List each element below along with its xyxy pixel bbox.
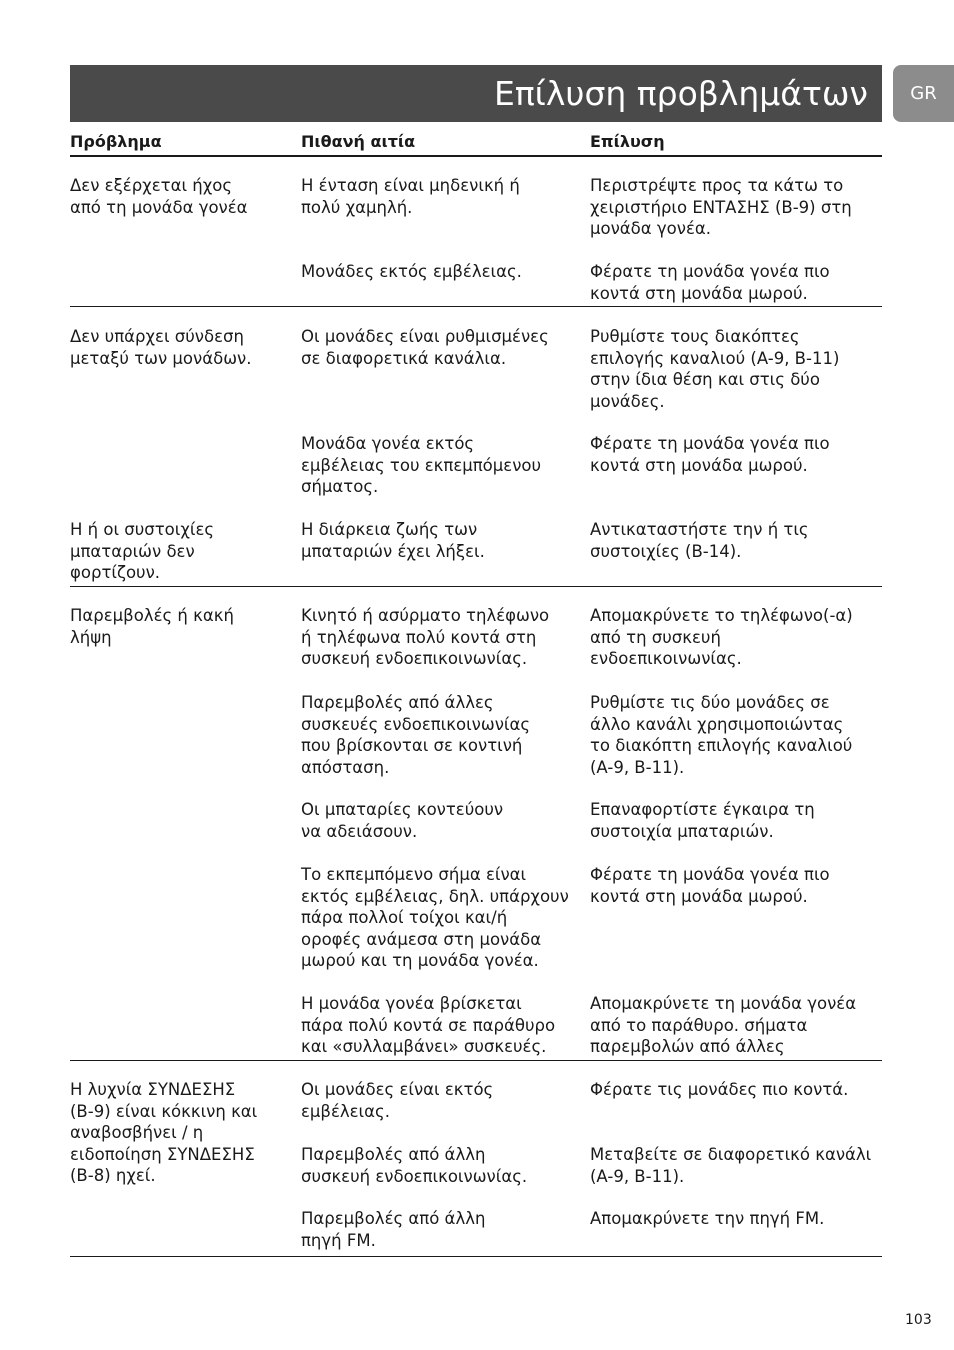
row-divider [70, 586, 882, 587]
problem-cell: Δεν υπάρχει σύνδεση μεταξύ των μονάδων. [70, 327, 252, 368]
cause-cell: Οι μπαταρίες κοντεύουν να αδειάσουν. [301, 800, 504, 841]
cause-cell: Η ένταση είναι μηδενική ή πολύ χαμηλή. [301, 176, 520, 217]
solution-cell: Ρυθμίστε τις δύο μονάδες σε άλλο κανάλι χρησιμοποιώντας το διακόπτη επιλογής καναλιού (A-9, B-11). [590, 693, 853, 777]
solution-cell: Περιστρέψτε προς τα κάτω το χειριστήριο ΕΝΤΑΣΗΣ (B-9) στη μονάδα γονέα. [590, 176, 852, 239]
solution-cell: Απομακρύνετε τη μονάδα γονέα από το παράθυρο. σήματα παρεμβολών από άλλες [590, 994, 857, 1057]
column-header-problem: Πρόβλημα [70, 132, 162, 151]
row-divider [70, 306, 882, 307]
cause-cell: Παρεμβολές από άλλες συσκευές ενδοεπικοινωνίας που βρίσκονται σε κοντινή απόσταση. [301, 693, 531, 777]
solution-cell: Αντικαταστήστε την ή τις συστοιχίες (B-14). [590, 520, 809, 561]
row-divider [70, 1060, 882, 1061]
problem-cell: Η ή οι συστοιχίες μπαταριών δεν φορτίζουν. [70, 520, 215, 583]
cause-cell: Παρεμβολές από άλλη πηγή FM. [301, 1209, 486, 1250]
column-header-cause: Πιθανή αιτία [301, 132, 416, 151]
cause-cell: Μονάδα γονέα εκτός εμβέλειας του εκπεμπόμενου σήματος. [301, 434, 542, 497]
solution-cell: Φέρατε τη μονάδα γονέα πιο κοντά στη μονάδα μωρού. [590, 865, 830, 906]
cause-cell: Οι μονάδες είναι εκτός εμβέλειας. [301, 1080, 494, 1121]
table-header [70, 131, 882, 157]
solution-cell: Φέρατε τη μονάδα γονέα πιο κοντά στη μονάδα μωρού. [590, 262, 830, 303]
page-number: 103 [905, 1312, 932, 1328]
solution-cell: Φέρατε τις μονάδες πιο κοντά. [590, 1080, 849, 1099]
page-title: Επίλυση προβλημάτων [493, 74, 868, 113]
language-tab: GR [893, 65, 954, 122]
solution-cell: Φέρατε τη μονάδα γονέα πιο κοντά στη μονάδα μωρού. [590, 434, 830, 475]
row-divider [70, 1256, 882, 1257]
cause-cell: Οι μονάδες είναι ρυθμισμένες σε διαφορετικά κανάλια. [301, 327, 549, 368]
solution-cell: Ρυθμίστε τους διακόπτες επιλογής καναλιού (A-9, B-11) στην ίδια θέση και στις δύο μονάδες. [590, 327, 840, 411]
cause-cell: Μονάδες εκτός εμβέλειας. [301, 262, 522, 281]
problem-cell: Παρεμβολές ή κακή λήψη [70, 606, 234, 647]
cause-cell: Κινητό ή ασύρματο τηλέφωνο ή τηλέφωνα πολύ κοντά στη συσκευή ενδοεπικοινωνίας. [301, 606, 550, 669]
cause-cell: Η μονάδα γονέα βρίσκεται πάρα πολύ κοντά σε παράθυρο και «συλλαμβάνει» συσκευές. [301, 994, 556, 1057]
solution-cell: Μεταβείτε σε διαφορετικό κανάλι (A-9, B-11). [590, 1145, 872, 1186]
solution-cell: Απομακρύνετε το τηλέφωνο(-α) από τη συσκευή ενδοεπικοινωνίας. [590, 606, 853, 669]
solution-cell: Απομακρύνετε την πηγή FM. [590, 1209, 825, 1228]
problem-cell: Η λυχνία ΣΥΝΔΕΣΗΣ (B-9) είναι κόκκινη και αναβοσβήνει / η ειδοποίηση ΣΥΝΔΕΣΗΣ (B-8) ηχεί. [70, 1080, 258, 1186]
problem-cell: Δεν εξέρχεται ήχος από τη μονάδα γονέα [70, 176, 248, 217]
cause-cell: Η διάρκεια ζωής των μπαταριών έχει λήξει. [301, 520, 485, 561]
solution-cell: Επαναφορτίστε έγκαιρα τη συστοιχία μπαταριών. [590, 800, 815, 841]
column-header-solution: Επίλυση [590, 132, 665, 151]
cause-cell: Παρεμβολές από άλλη συσκευή ενδοεπικοινωνίας. [301, 1145, 528, 1186]
cause-cell: Το εκπεμπόμενο σήμα είναι εκτός εμβέλειας, δηλ. υπάρχουν πάρα πολλοί τοίχοι και/ή οροφές ανάμεσα στη μονάδα μωρού και τη μονάδα γονέα. [301, 865, 569, 971]
title-bar [70, 65, 882, 122]
